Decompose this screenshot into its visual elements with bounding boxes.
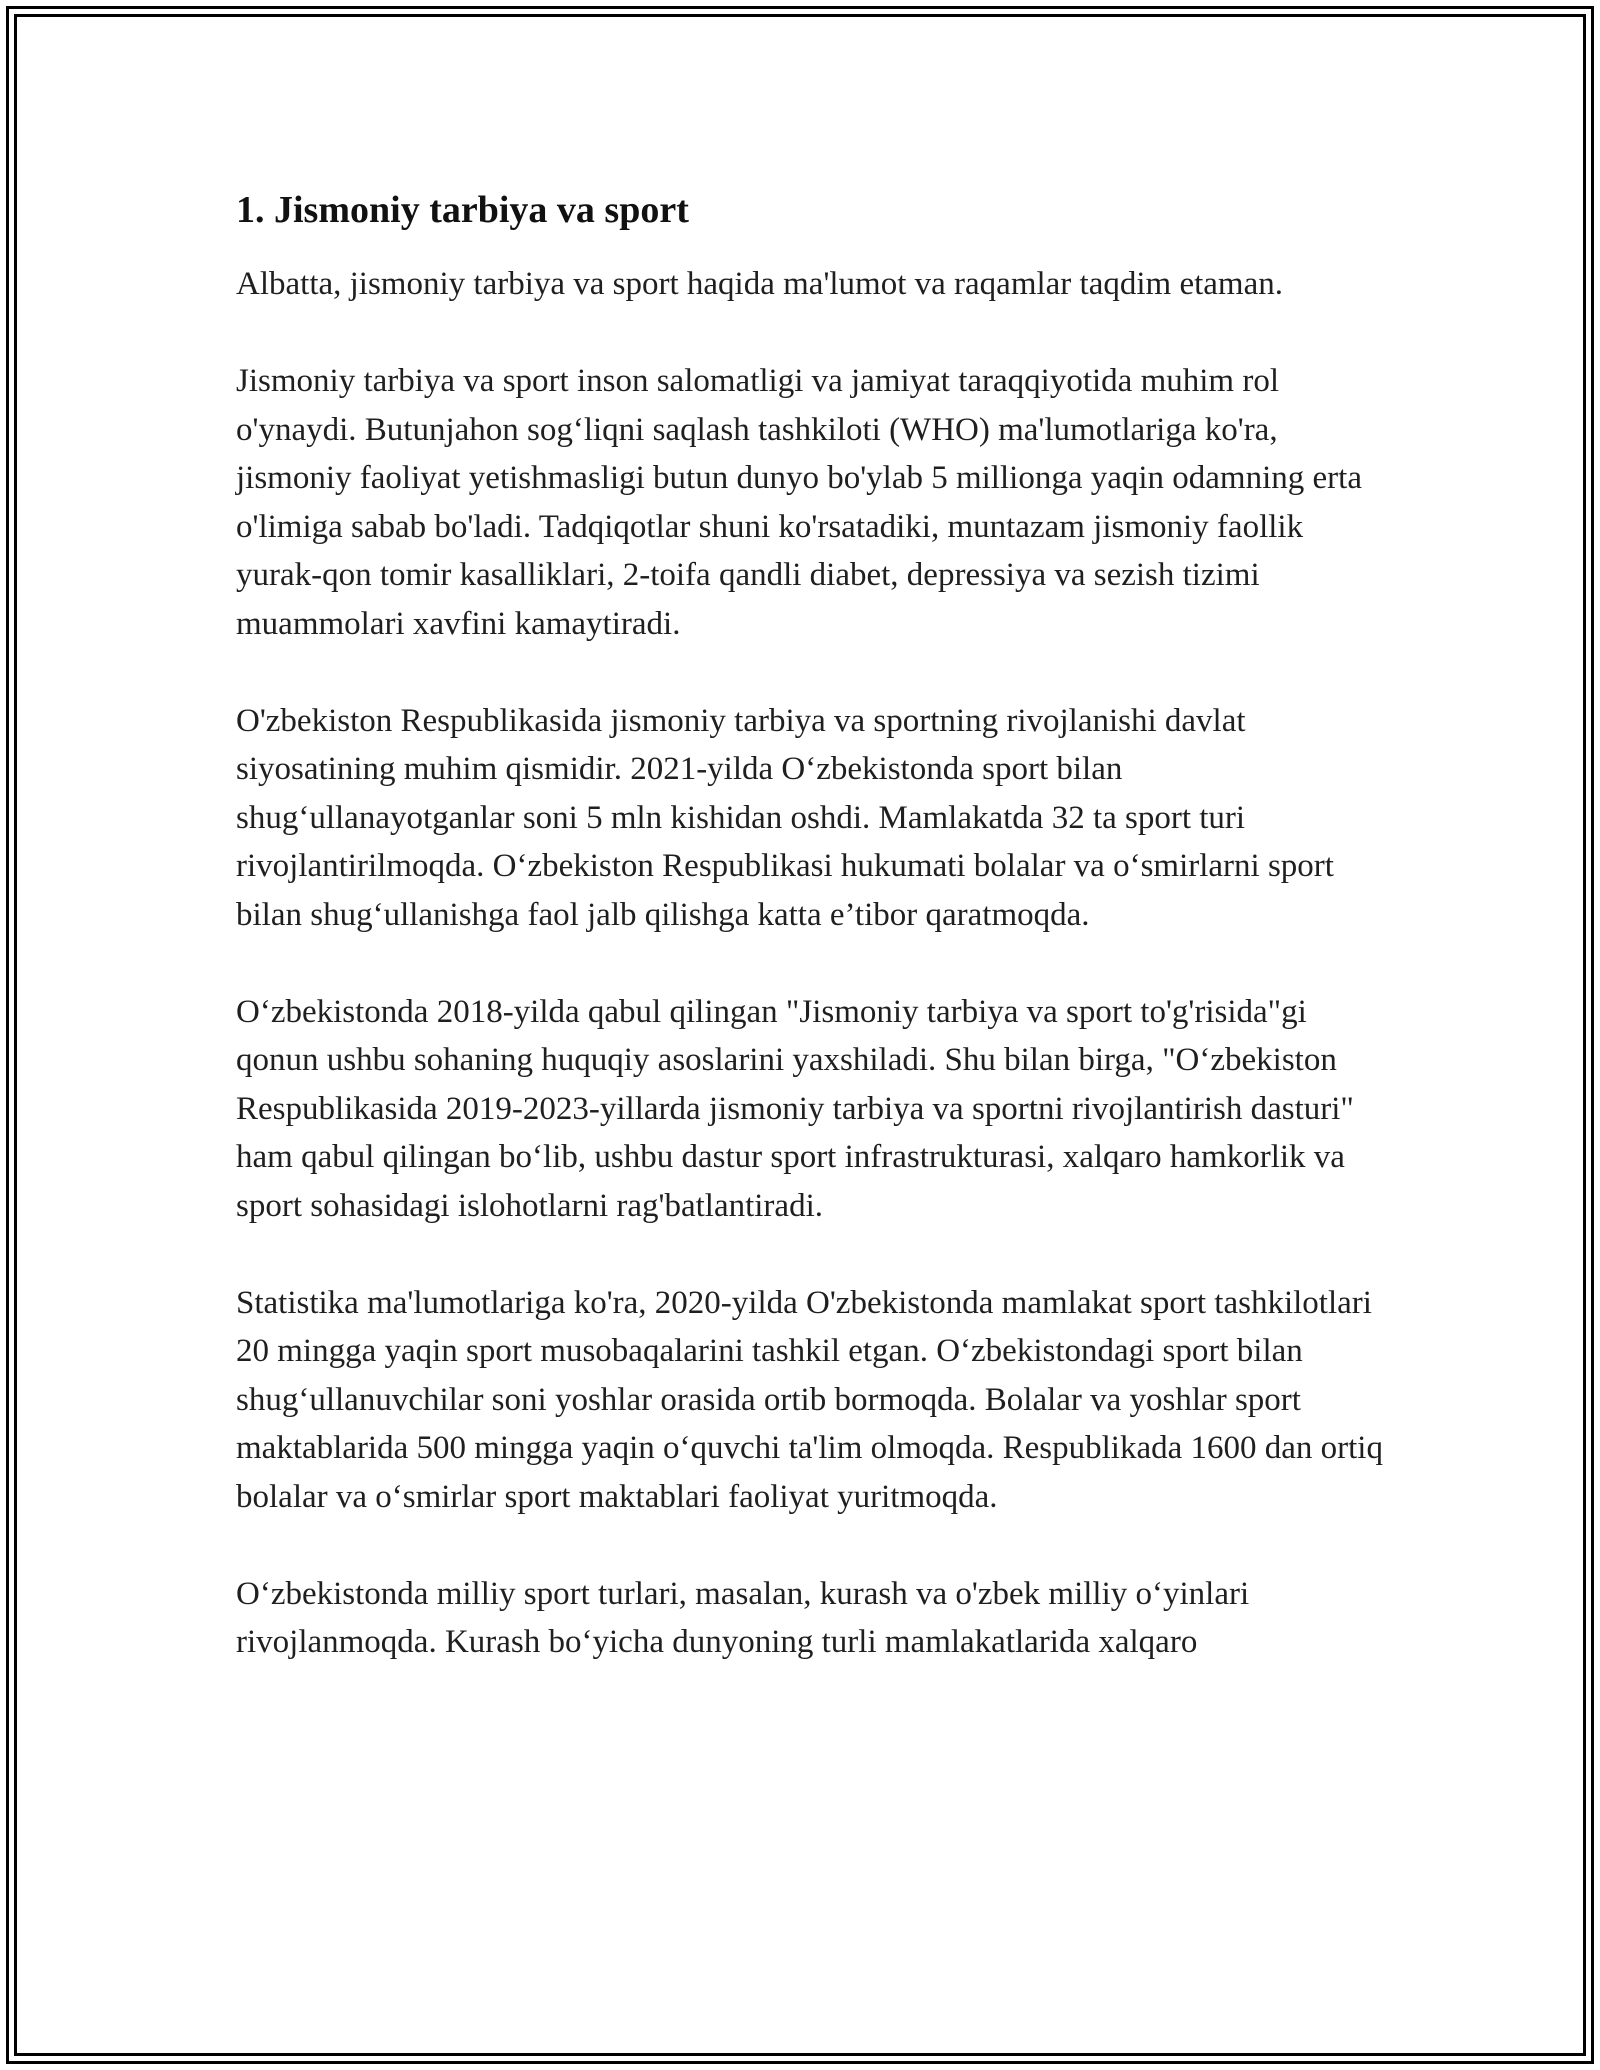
paragraph-legislation: O‘zbekistonda 2018-yilda qabul qilingan "Jismoniy tarbiya va sport to'g'risida"gi qonun ushbu sohaning huquqiy asoslarini yaxshiladi. Shu bilan birga, "O‘zbekiston Respublikasida 2019-2023-yillarda jismoniy tarbiya va sportni rivojlantirish dasturi" ham qabul qilingan bo‘lib, ushbu dastur sport infrastrukturasi, xalqaro hamkorlik va sport sohasidagi islohotlarni rag'batlantiradi. — [236, 993, 1354, 1224]
paragraph-statistics: Statistika ma'lumotlariga ko'ra, 2020-yilda O'zbekistonda mamlakat sport tashkilotlari 20 mingga yaqin sport musobaqalarini tashkil etgan. O‘zbekistondagi sport bilan shug‘ullanuvchilar soni yoshlar orasida ortib bormoqda. Bolalar va yoshlar sport maktablarida 500 mingga yaqin o‘quvchi ta'lim olmoqda. Respublikada 1600 dan ortiq bolalar va o‘smirlar sport maktablari faoliyat yuritmoqda. — [236, 1284, 1383, 1515]
paragraph-health: Jismoniy tarbiya va sport inson salomatligi va jamiyat taraqqiyotida muhim rol o'ynaydi. Butunjahon sog‘liqni saqlash tashkiloti (WHO) ma'lumotlariga ko'ra, jismoniy faoliyat yetishmasligi butun dunyo bo'ylab 5 millionga yaqin odamning erta o'limiga sabab bo'ladi. Tadqiqotlar shuni ko'rsatadiki, muntazam jismoniy faollik yurak-qon tomir kasalliklari, 2-toifa qandli diabet, depressiya va sezish tizimi muammolari xavfini kamaytiradi. — [236, 363, 1362, 642]
document-body — [236, 186, 1386, 1715]
section-heading: 1. Jismoniy tarbiya va sport — [236, 189, 689, 231]
paragraph-state-policy: O'zbekiston Respublikasida jismoniy tarbiya va sportning rivojlanishi davlat siyosatining muhim qismidir. 2021-yilda O‘zbekistonda sport bilan shug‘ullanayotganlar soni 5 mln kishidan oshdi. Mamlakatda 32 ta sport turi rivojlantirilmoqda. O‘zbekiston Respublikasi hukumati bolalar va o‘smirlarni sport bilan shug‘ullanishga faol jalb qilishga katta e’tibor qaratmoqda. — [236, 702, 1334, 933]
paragraph-national-sports: O‘zbekistonda milliy sport turlari, masalan, kurash va o'zbek milliy o‘yinlari rivojlanmoqda. Kurash bo‘yicha dunyoning turli mamlakatlarida xalqaro — [236, 1575, 1250, 1660]
paragraph-intro: Albatta, jismoniy tarbiya va sport haqida ma'lumot va raqamlar taqdim etaman. — [236, 266, 1283, 302]
